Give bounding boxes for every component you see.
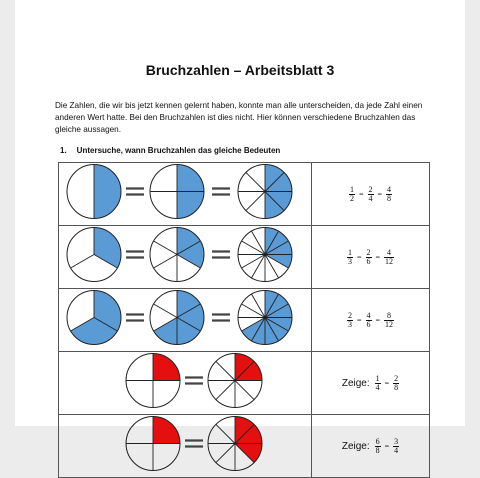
fraction (375, 375, 381, 392)
fractions-cell (312, 415, 430, 478)
numerator: 2 (366, 247, 371, 257)
fractions-cell (312, 226, 430, 289)
equals-text: = (384, 441, 390, 451)
table-row (59, 163, 430, 226)
fraction (349, 186, 355, 203)
zeige-label: Zeige: (341, 377, 370, 389)
denominator: 6 (366, 319, 371, 329)
numerator: 1 (375, 373, 380, 383)
task-heading (60, 146, 280, 155)
sector-divider (71, 255, 94, 269)
sector-divider (246, 172, 265, 191)
sector-divider (216, 444, 235, 463)
numerator: 8 (387, 310, 392, 320)
fractions-cell (312, 163, 430, 226)
numerator: 4 (387, 247, 392, 257)
fraction-equation (312, 292, 429, 349)
circles-diagram (59, 163, 311, 220)
numerator: 1 (349, 184, 354, 194)
table-row (59, 352, 430, 415)
equals-text: = (356, 252, 362, 262)
task-text: Untersuche, wann Bruchzahlen das gleiche Bedeuten (76, 146, 281, 155)
denominator: 6 (366, 256, 371, 266)
denominator: 8 (394, 382, 399, 392)
numerator: 2 (368, 184, 373, 194)
denominator: 3 (347, 319, 352, 329)
denominator: 12 (385, 256, 394, 266)
sector-divider (154, 255, 177, 269)
table-row (59, 289, 430, 352)
fraction-circle-12-parts (238, 291, 292, 345)
equals-text: = (375, 315, 381, 325)
fraction-equation (312, 166, 429, 223)
fraction (375, 438, 381, 455)
sector-divider (235, 381, 254, 400)
equals-text: = (356, 315, 362, 325)
circles-diagram (59, 415, 311, 472)
numerator: 4 (387, 184, 392, 194)
fraction (386, 186, 392, 203)
denominator: 12 (385, 319, 394, 329)
sector-divider (154, 241, 177, 255)
fractions-cell (312, 352, 430, 415)
numerator: 3 (394, 436, 399, 446)
fraction-circle-3-parts (67, 291, 121, 345)
fraction-circle-3-parts (67, 228, 121, 282)
fraction-equation (312, 418, 429, 475)
sector-divider (216, 381, 235, 400)
fraction-circle-6-parts (150, 228, 204, 282)
circles-cell (59, 289, 312, 352)
zeige-label: Zeige: (341, 440, 370, 452)
table-row (59, 226, 430, 289)
fraction-table (58, 162, 430, 478)
equals-text: = (375, 252, 381, 262)
denominator: 2 (349, 193, 354, 203)
fraction-circle-8-parts (208, 354, 262, 408)
fraction (347, 312, 353, 329)
page-title: Bruchzahlen – Arbeitsblatt 3 (145, 62, 335, 78)
fraction (368, 186, 374, 203)
filled-sector (154, 318, 177, 345)
fraction-equation (312, 229, 429, 286)
circles-cell (59, 352, 312, 415)
numerator: 6 (375, 436, 380, 446)
fraction-circle-12-parts (238, 228, 292, 282)
denominator: 3 (347, 256, 352, 266)
fraction-circle-6-parts (150, 291, 204, 345)
fraction (384, 249, 394, 266)
fraction (366, 249, 372, 266)
fraction-circle-4-parts (150, 165, 204, 219)
fraction-circle-8-parts (238, 165, 292, 219)
numerator: 2 (394, 373, 399, 383)
fractions-cell (312, 289, 430, 352)
sector-divider (216, 424, 235, 443)
fraction-circle-2-parts (67, 165, 121, 219)
sector-divider (154, 304, 177, 318)
denominator: 4 (375, 382, 380, 392)
denominator: 4 (368, 193, 373, 203)
circles-diagram (59, 352, 311, 409)
circles-diagram (59, 289, 311, 346)
sector-divider (246, 192, 265, 211)
circles-diagram (59, 226, 311, 283)
fraction (347, 249, 353, 266)
denominator: 8 (387, 193, 392, 203)
circles-cell (59, 415, 312, 478)
filled-sector (235, 444, 262, 463)
fraction (384, 312, 394, 329)
worksheet-page (15, 0, 465, 455)
task-number: 1. (60, 146, 67, 155)
intro-paragraph: Die Zahlen, die wir bis jetzt kennen gelernt haben, konnte man alle unterscheiden, da jede Zahl einen anderen Wert hatte. Bei den Bruchzahlen ist dies nicht. Hier können verschiedene Bruchzahlen das gleiche aussagen. (55, 101, 423, 134)
filled-sector (94, 165, 121, 219)
equals-text: = (384, 378, 390, 388)
sector-divider (216, 361, 235, 380)
fraction-circle-4-parts (126, 354, 180, 408)
numerator: 2 (347, 310, 352, 320)
equals-text: = (358, 189, 364, 199)
circles-cell (59, 163, 312, 226)
equals-text: = (377, 189, 383, 199)
table-row (59, 415, 430, 478)
fraction-circle-8-parts (208, 417, 262, 471)
fraction (366, 312, 372, 329)
fraction-circle-4-parts (126, 417, 180, 471)
numerator: 4 (366, 310, 371, 320)
fraction-equation (312, 355, 429, 412)
fraction (393, 438, 399, 455)
numerator: 1 (347, 247, 352, 257)
denominator: 4 (394, 445, 399, 455)
fraction (393, 375, 399, 392)
denominator: 8 (375, 445, 380, 455)
circles-cell (59, 226, 312, 289)
